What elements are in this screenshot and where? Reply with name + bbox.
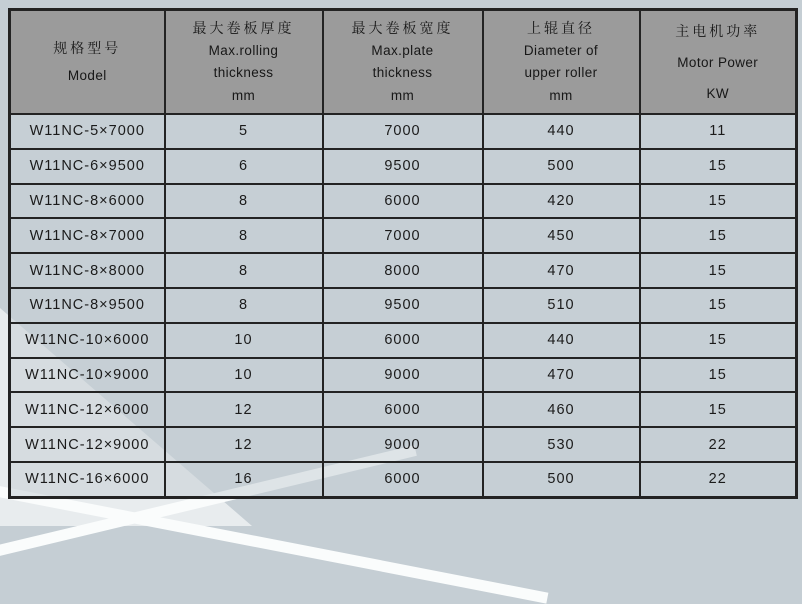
value-cell: 440 [483,114,640,149]
header-label-zh: 规格型号 [53,40,122,56]
value-cell: 8000 [323,253,483,288]
value-cell: 9500 [323,288,483,323]
header-label-en: mm [549,87,573,103]
value-cell: 8 [165,218,323,253]
column-header [483,10,640,115]
header-label-en: Max.rolling [208,42,279,58]
header-label-en: thickness [372,65,433,80]
model-cell: W11NC-10×9000 [10,358,165,393]
value-cell: 12 [165,392,323,427]
value-cell: 8 [165,253,323,288]
model-cell: W11NC-8×9500 [10,288,165,323]
header-row [10,10,797,115]
value-cell: 530 [483,427,640,462]
header-label-en: Diameter of [523,42,599,58]
model-cell: W11NC-6×9500 [10,149,165,184]
value-cell: 9500 [323,149,483,184]
value-cell: 5 [165,114,323,149]
value-cell: 7000 [323,218,483,253]
value-cell: 15 [640,218,797,253]
table-row [10,114,797,149]
model-cell: W11NC-12×6000 [10,392,165,427]
table-row [10,149,797,184]
model-cell: W11NC-5×7000 [10,114,165,149]
header-label-en: mm [390,87,415,103]
value-cell: 7000 [323,114,483,149]
table-row [10,323,797,358]
table-header [10,10,797,115]
header-label-zh: 上辊直径 [527,20,595,36]
value-cell: 11 [640,114,797,149]
model-cell: W11NC-8×6000 [10,184,165,219]
header-label-en: Model [67,68,107,83]
table-row [10,427,797,462]
value-cell: 8 [165,288,323,323]
column-header [10,10,165,115]
value-cell: 9000 [323,427,483,462]
table-row [10,358,797,393]
value-cell: 8 [165,184,323,219]
value-cell: 10 [165,323,323,358]
column-header [640,10,797,115]
value-cell: 6000 [323,392,483,427]
value-cell: 470 [483,253,640,288]
table-row [10,253,797,288]
model-cell: W11NC-8×8000 [10,253,165,288]
value-cell: 6 [165,149,323,184]
value-cell: 6000 [323,323,483,358]
table-row [10,462,797,497]
model-cell: W11NC-12×9000 [10,427,165,462]
value-cell: 15 [640,149,797,184]
header-label-en: mm [231,87,256,103]
header-label-zh: 最大卷板宽度 [351,20,454,36]
header-label-en: Motor Power [677,54,759,70]
value-cell: 15 [640,288,797,323]
value-cell: 16 [165,462,323,497]
value-cell: 15 [640,184,797,219]
header-label-en: Max.plate [371,42,434,58]
value-cell: 6000 [323,184,483,219]
table-row [10,392,797,427]
header-label-en: thickness [213,65,274,80]
table-body [10,114,797,497]
value-cell: 15 [640,323,797,358]
table-row [10,184,797,219]
value-cell: 510 [483,288,640,323]
table-row [10,218,797,253]
column-header [323,10,483,115]
model-cell: W11NC-10×6000 [10,323,165,358]
value-cell: 6000 [323,462,483,497]
value-cell: 470 [483,358,640,393]
header-label-zh: 最大卷板厚度 [192,20,295,36]
value-cell: 440 [483,323,640,358]
spec-table [8,8,798,499]
value-cell: 15 [640,358,797,393]
value-cell: 420 [483,184,640,219]
value-cell: 22 [640,427,797,462]
header-label-en: KW [706,85,730,101]
value-cell: 12 [165,427,323,462]
model-cell: W11NC-16×6000 [10,462,165,497]
column-header [165,10,323,115]
value-cell: 15 [640,392,797,427]
value-cell: 450 [483,218,640,253]
value-cell: 9000 [323,358,483,393]
table-row [10,288,797,323]
value-cell: 460 [483,392,640,427]
value-cell: 10 [165,358,323,393]
header-label-en: upper roller [524,65,598,80]
value-cell: 500 [483,149,640,184]
header-label-zh: 主电机功率 [675,22,761,39]
model-cell: W11NC-8×7000 [10,218,165,253]
value-cell: 22 [640,462,797,497]
value-cell: 500 [483,462,640,497]
value-cell: 15 [640,253,797,288]
